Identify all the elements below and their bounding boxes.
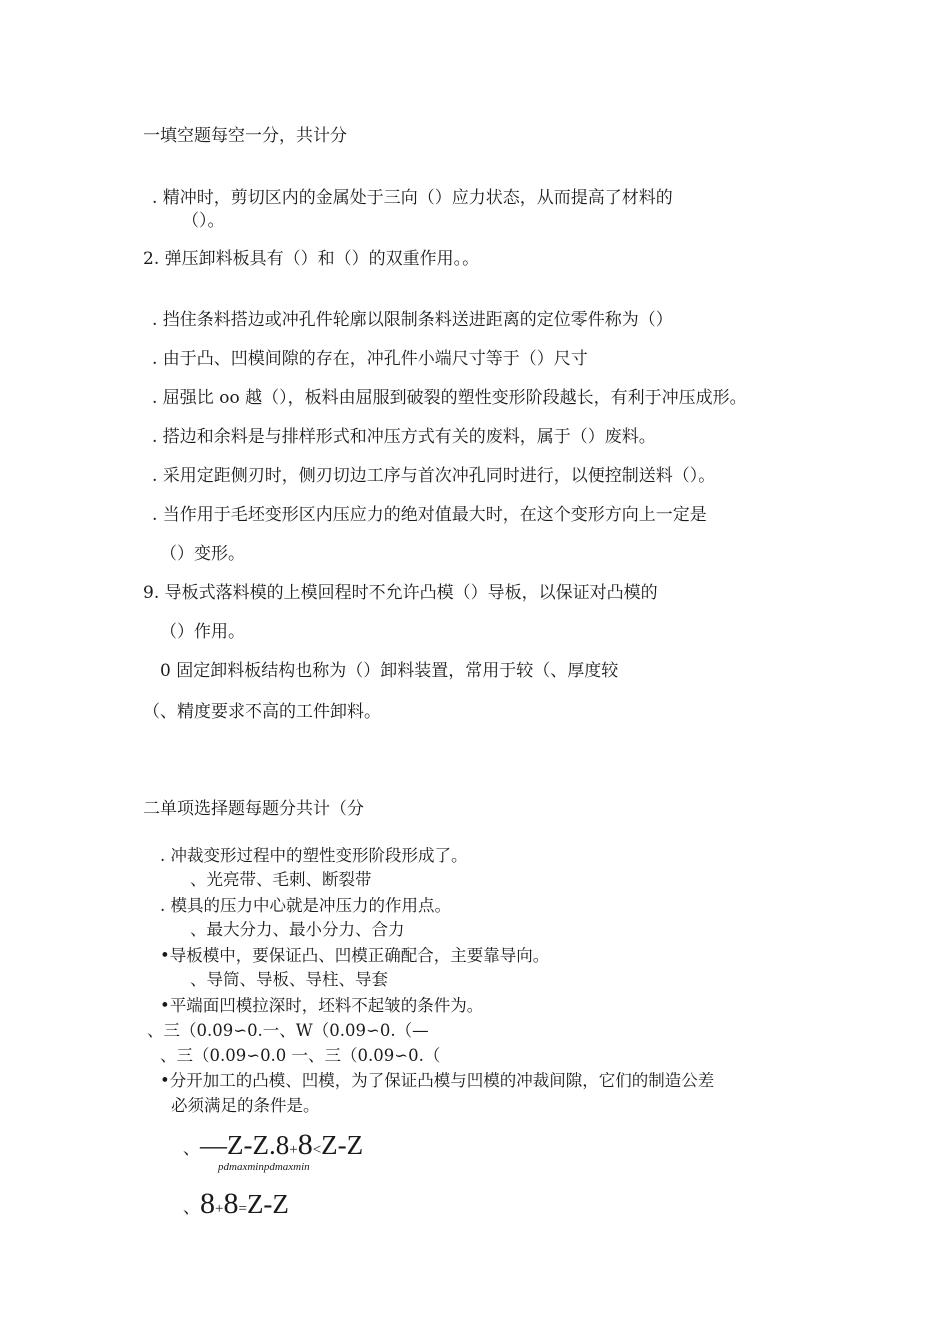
formula-b-part-2: 8 xyxy=(223,1187,239,1220)
choice-4-option-b: 、三（0.09∽0.0 一、三（0.09∽0.（ xyxy=(160,1046,441,1065)
choice-4-option-a: 、三（0.09∽0.一、W（0.09∽0.（— xyxy=(147,1021,429,1040)
choice-1-option: 、光亮带、毛刺、断裂带 xyxy=(190,870,372,889)
question-9-line-2: （）作用。 xyxy=(160,622,245,642)
formula-a-less-than: < xyxy=(312,1142,322,1158)
formula-b-plus: + xyxy=(215,1201,224,1217)
question-1-line-2: （）。 xyxy=(182,211,225,231)
choice-4-stem: •平端面凹模拉深时，坯料不起皱的条件为。 xyxy=(160,996,484,1015)
formula-option-b xyxy=(183,1189,289,1224)
question-6: . 搭边和余料是与排样形式和冲压方式有关的废料，属于（）废料。 xyxy=(152,427,656,447)
choice-5-stem-line-1: •分开加工的凸模、凹模，为了保证凸模与凹模的冲裁间隙，它们的制造公差 xyxy=(160,1071,715,1090)
choice-2-stem: . 模具的压力中心就是冲压力的作用点。 xyxy=(160,896,451,915)
question-10-line-1: 0 固定卸料板结构也称为（）卸料装置，常用于较（、厚度较 xyxy=(160,661,619,681)
question-7: . 采用定距侧刃时，侧刃切边工序与首次冲孔同时进行，以便控制送料（）。 xyxy=(152,466,716,486)
section-1-title: 一填空题每空一分，共计分 xyxy=(143,126,347,146)
choice-3-option: 、导筒、导板、导柱、导套 xyxy=(190,970,388,989)
formula-a-part-1: —Z-Z.8 xyxy=(200,1130,290,1160)
formula-b-part-1: 8 xyxy=(200,1187,215,1220)
choice-3-stem: •导板模中，要保证凸、凹模正确配合，主要靠导向。 xyxy=(160,946,550,965)
formula-b-equals: = xyxy=(238,1201,247,1217)
formula-a-part-2: 8 xyxy=(297,1128,313,1161)
formula-a-prefix: 、 xyxy=(183,1139,200,1159)
formula-b-prefix: 、 xyxy=(183,1198,200,1218)
question-9-line-1: 9. 导板式落料模的上模回程时不允许凸模（）导板，以保证对凸模的 xyxy=(143,583,658,603)
question-8-line-1: . 当作用于毛坯变形区内压应力的绝对值最大时，在这个变形方向上一定是 xyxy=(152,505,707,525)
choice-2-option: 、最大分力、最小分力、合力 xyxy=(190,920,405,939)
choice-1-stem: . 冲裁变形过程中的塑性变形阶段形成了。 xyxy=(160,846,468,865)
question-1-line-1: . 精冲时，剪切区内的金属处于三向（）应力状态，从而提高了材料的 xyxy=(152,188,673,208)
question-3: . 挡住条料搭边或冲孔件轮廓以限制条料送进距离的定位零件称为（） xyxy=(152,310,673,330)
formula-b-part-3: Z-Z xyxy=(246,1189,289,1219)
question-10-line-2: （、精度要求不高的工件卸料。 xyxy=(143,702,381,722)
question-4: . 由于凸、凹模间隙的存在，冲孔件小端尺寸等于（）尺寸 xyxy=(152,349,588,369)
question-8-line-2: （）变形。 xyxy=(160,544,245,564)
question-2: 2. 弹压卸料板具有（）和（）的双重作用。。 xyxy=(143,249,480,269)
section-2-title: 二单项选择题每题分共计（分 xyxy=(143,799,364,819)
formula-a-part-3: Z-Z xyxy=(321,1130,364,1160)
choice-5-stem-line-2: 必须满足的条件是。 xyxy=(171,1096,320,1115)
formula-a-plus: + xyxy=(289,1142,298,1158)
question-5: . 屈强比 oo 越（），板料由屈服到破裂的塑性变形阶段越长，有利于冲压成形。 xyxy=(152,388,747,408)
formula-a-subscripts: pdmaxminpdmaxmin xyxy=(218,1161,310,1173)
